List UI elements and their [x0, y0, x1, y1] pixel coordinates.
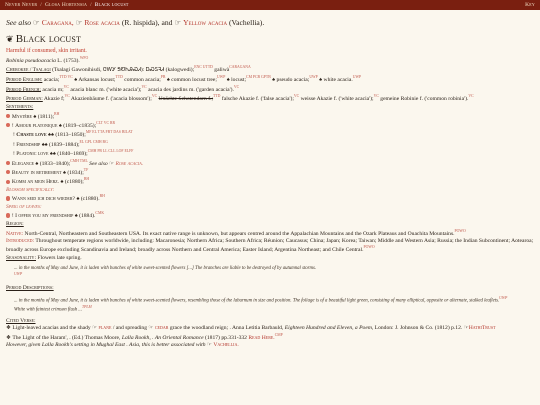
ref-sup[interactable]: CM PCB GPTB [246, 75, 271, 80]
english-line [6, 75, 534, 84]
english-term: pseudo acacia; [275, 76, 310, 83]
spade-icon: ♠ [272, 76, 276, 83]
binomial-authority: L. (1753). [55, 57, 80, 64]
read-here-link[interactable]: Read Here. [248, 335, 275, 342]
see-also-line [6, 18, 534, 28]
german-label: Period German: [6, 96, 43, 103]
ref-sup[interactable]: TTD VC [59, 75, 73, 80]
ref-sup[interactable]: CMH PB LL CLL LOF ELFF [87, 149, 134, 154]
ref-sup[interactable]: BH [54, 111, 60, 116]
sentiment-date: (c1880). [79, 196, 100, 203]
spade-icon: ♠♠ [41, 141, 48, 148]
verse-source: , London: J. Johnson & Co. (1812) p.12. [371, 325, 463, 332]
bullet-dot-icon [6, 123, 10, 127]
descriptions-label: Period Descriptions: [6, 285, 54, 292]
sentiment-date: (1834); [65, 169, 84, 176]
key-link[interactable]: Key [525, 1, 535, 8]
bullet-dot-icon [6, 114, 10, 118]
ref-sup[interactable]: VC [468, 94, 474, 99]
pointing-hand-icon: ☞ [75, 18, 83, 27]
cherokee-rest: ᎠᏍᏚᎸᏗ (kalogwedi); [144, 67, 195, 74]
sentiment-item [6, 121, 534, 130]
bullet-dot-icon [6, 170, 10, 174]
breadcrumb-home-link[interactable]: Never Never [5, 1, 38, 8]
sentiment-text: Mystère [11, 113, 32, 120]
verse-note: However, given Lalla Rookh's setting in Mughal East . Asia, this is better associated with [6, 342, 206, 349]
french-term: acacia des jardins m. ('garden acacia'). [148, 86, 234, 93]
spade-icon: ♠♠ [49, 151, 56, 158]
verse-source: (1817) pp.331-332 [203, 335, 249, 342]
sentiment-text: Platonic love [16, 151, 49, 158]
cited-verse-section [6, 318, 534, 325]
see-also-lead: See also [6, 18, 32, 27]
french-term: acacia m; [40, 86, 64, 93]
exclamation-icon: ! [11, 122, 14, 129]
sentiment-date: (1839–1884); [47, 141, 80, 148]
spade-icon: ♠ [74, 213, 78, 220]
bullet-dot-icon [6, 161, 10, 165]
sentiment-text: Beauty in retirement [11, 169, 62, 176]
cherokee-line [6, 65, 534, 74]
exclamation-icon: ! [13, 132, 15, 139]
ref-sup[interactable]: UWP [216, 75, 226, 80]
breadcrumb-separator: / [40, 1, 42, 8]
sentiment-date: (1813–1850); [53, 132, 86, 139]
hathitrust-link[interactable]: HathiTrust [468, 325, 496, 332]
ref-sup[interactable]: MF EL TTA FBT DAS BILAT [85, 130, 133, 135]
ref-sup[interactable]: POWO [363, 245, 375, 250]
verse-book-title: Eighteen Hundred and Eleven, a Poem [284, 325, 372, 332]
english-term: white acacia. [322, 76, 353, 83]
sentiment-subheading: Blossom specifically: [6, 186, 55, 193]
see-also-link-caragana[interactable]: Caragana, [41, 18, 74, 27]
exclamation-icon: ! [13, 151, 15, 158]
bullet-dot-icon [6, 180, 10, 184]
german-line [6, 94, 534, 103]
german-term: weisse Akazie f. ('white acacia'); [300, 96, 374, 103]
breadcrumb-current: Black locust [94, 1, 129, 8]
spade-icon: ♠ [76, 196, 80, 203]
cherokee-rest2: galiwà [212, 67, 230, 74]
pointing-hand-icon: ☞ [174, 18, 182, 27]
english-term: common locust tree; [169, 76, 217, 83]
sentiment-subheading: Sprig of leaves: [6, 203, 42, 210]
spade-icon: ♠ [33, 113, 37, 120]
diamond-icon: ❖ [6, 335, 12, 342]
ref-sup[interactable]: TF [83, 168, 89, 173]
english-term: acacia; [42, 76, 60, 83]
binomial-ref[interactable]: WFO [79, 55, 89, 60]
german-term: Akazie f; [42, 96, 65, 103]
ref-sup[interactable]: EL GPL CMH BG [79, 139, 108, 144]
spade-icon: ♠ [60, 179, 64, 186]
seasonality-line [6, 255, 534, 262]
ref-sup[interactable]: VC [373, 94, 379, 99]
region-section [6, 221, 534, 228]
main-content [0, 10, 540, 349]
ref-sup[interactable]: CMH TML [70, 158, 88, 163]
descriptions-section [6, 285, 534, 292]
pointing-hand-icon: ☞ [109, 160, 115, 167]
german-term: Akazienbäume f. ('acacia blossom'); [70, 96, 152, 103]
verse-text: / and spreading [112, 325, 148, 332]
ref-sup[interactable]: POWO [454, 228, 466, 233]
region-label: Region: [6, 220, 24, 227]
sentiment-item [6, 112, 534, 121]
sentiment-date: (1811); [36, 113, 55, 120]
sentiment-item [6, 168, 534, 177]
sentiment-date: (c1880); [63, 179, 84, 186]
see-also-link-rose-acacia[interactable]: Rose acacia [84, 18, 120, 27]
english-label: Period English: [6, 76, 43, 83]
sentiments-section [6, 104, 534, 111]
sentiment-item [6, 211, 534, 220]
pointing-hand-icon: ☞ [463, 325, 469, 332]
sentiments-label: Sentiments: [6, 103, 34, 110]
cedar-link[interactable]: cedar [154, 325, 169, 332]
see-also-link-yellow-acacia[interactable]: Yellow acacia [183, 18, 228, 27]
vachellia-link[interactable]: Vachellia. [213, 342, 239, 349]
french-label: Period French: [6, 86, 41, 93]
description-quote [6, 296, 534, 313]
see-also-text: (R. hispida), and [121, 18, 173, 27]
cherokee-text: (Tsalagi Gawonihisdi, ᏣᎳᎩ ᎦᏬᏂᎯᏍᏗ): [52, 67, 145, 74]
spade-icon: ♠ [74, 76, 78, 83]
ref-sup[interactable]: PB [160, 75, 166, 80]
ref-sup[interactable]: VC [293, 94, 300, 99]
verse-book-title: Lalla Rookh, . An Oriental Romance [121, 335, 204, 342]
diamond-icon: ❖ [6, 325, 12, 332]
sentiment-item [6, 159, 534, 168]
sentiment-item [6, 177, 534, 186]
sentiment-item [6, 130, 534, 139]
english-term: Arkansas locust; [77, 76, 116, 83]
ref-sup[interactable]: CMP [274, 333, 283, 338]
sentiment-date: (1819–c1835); [61, 122, 97, 129]
verse-source: grace the woodland reign; . Anna Letitia Barbauld, [169, 325, 285, 332]
ref-sup[interactable]: ENC UTTD [194, 65, 213, 70]
sentiment-text: Friendship [16, 141, 41, 148]
spade-icon: ♠ [58, 122, 62, 129]
spade-icon: ♠ [166, 76, 170, 83]
region-native [6, 229, 534, 238]
english-term: common acacia; [124, 76, 161, 83]
ref-sup[interactable]: BH [99, 194, 105, 199]
binomial-line [6, 56, 534, 65]
ref-sup[interactable]: UWP [499, 296, 508, 301]
cited-verse-item [6, 333, 534, 349]
cherokee-label: Cherokee / Tsalagi [6, 67, 51, 74]
ref-sup[interactable]: CMK [95, 211, 105, 216]
quote-text: ... in the months of May and June, it is laden with bunches of white sweet-scented flowers [...] The branches are liable to be destroyed of by autumnal storms. [14, 266, 317, 272]
breadcrumb [5, 2, 129, 9]
binomial-name: Robinia pseudoacacia [6, 57, 56, 64]
see-also-text: (Vachellia). [229, 18, 265, 27]
spade-icon: ♠ [35, 160, 39, 167]
exclamation-icon: ! [11, 213, 14, 220]
spade-icon: ♠ [62, 169, 66, 176]
fleuron-icon: ❦ [6, 33, 14, 44]
ref-sup[interactable]: VC [141, 84, 147, 89]
english-term: locust; [229, 76, 247, 83]
ref-sup[interactable]: UWP [352, 75, 362, 80]
ref-sup[interactable]: VC [64, 94, 70, 99]
german-term: Unächte Schotendorn f.; [158, 96, 214, 103]
spade-icon: ♠♠ [48, 132, 54, 139]
spade-icon: ♠ [319, 76, 323, 83]
quote-text: ... in the months of May and June, it is laden with bunches of white sweet-scented flowers, resembling those of the laburnum in size and position. The foliage is of a beautiful light green, consisting of many elliptical, opposite or alternate, stalked leaflets. [14, 298, 500, 304]
rose-acacia-link[interactable]: Rose acacia. [115, 160, 144, 167]
cited-verse-label: Cited Verse: [6, 317, 36, 324]
ref-sup[interactable]: TPLM [81, 304, 92, 309]
sentiment-text: Wann seid ich dich wieder? [11, 196, 76, 203]
introduced-label: Introduced: [6, 238, 35, 245]
sentiment-text: Elegance [11, 160, 34, 167]
pointing-hand-icon: ☞ [206, 342, 212, 349]
pointing-hand-icon: ☞ [92, 325, 98, 332]
pointing-hand-icon: ☞ [33, 18, 40, 27]
french-line [6, 85, 534, 94]
sentiment-date: (1884). [77, 213, 96, 220]
region-introduced [6, 238, 534, 254]
bullet-dot-icon [6, 196, 10, 200]
ref-sup[interactable]: TTD [213, 94, 221, 99]
ref-sup[interactable]: CARAGANA [229, 65, 251, 70]
ref-sup[interactable]: TTD [115, 75, 123, 80]
top-navigation-bar [0, 0, 540, 10]
ref-sup[interactable]: BH [83, 177, 90, 182]
sentiment-date: (1840–1869); [55, 151, 88, 158]
sentiment-item [6, 149, 534, 158]
pointing-hand-icon: ☞ [148, 325, 154, 332]
cited-verse-item [6, 325, 534, 332]
seasonality-label: Seasonality: [6, 255, 36, 262]
ref-sup[interactable]: VC [233, 84, 240, 89]
native-label: Native: [6, 230, 24, 237]
quote-block [6, 266, 534, 281]
native-text: North-Central, Northeastern and Southeastern USA. Its exact native range is unknown, but appears centred around the Appalachian Mountains and the Ozark Plateaus and Ouachita Mountains. [23, 230, 455, 237]
ref-sup[interactable]: CLT VC RR [96, 121, 116, 125]
bullet-dot-icon [6, 213, 10, 217]
quote-text: White with faintest crimson flush ... [14, 307, 82, 313]
french-term: acacia blanc m. ('white acacia'); [70, 86, 142, 93]
sentiment-text: I offer you my friendship [15, 213, 74, 220]
breadcrumb-separator: / [90, 1, 92, 8]
see-also-inline: See also [87, 160, 108, 167]
sentiment-date: (1833–1840); [38, 160, 71, 167]
sentiment-item [6, 194, 534, 203]
sentiment-text: Chaste love [16, 132, 47, 139]
german-term: gemeine Robinie f. ('common robinia'). [380, 96, 469, 103]
seasonality-text: Flowers late spring. [36, 255, 82, 262]
harm-warning: Harmful if consumed, skin irritant. [6, 47, 87, 54]
verse-text: The Light of the Haram', . (Ed.) Thomas Moore, [12, 335, 122, 342]
breadcrumb-section-link[interactable]: Glosa Hortensia [44, 1, 88, 8]
sentiment-text: Komm an mein Herz. [11, 179, 60, 186]
introduced-text: Throughout temperate regions worldwide, including: Macaronesia; Northern Africa; Southern Africa; Réunion; Caucasus; China; Japan; Korea; Taiwan; Middle and Western Asia; Russia; the Indian Subcontinent; Aotearoa; broadly across Europe excluding Scandinavia and Ireland; broadly across Northern and Central America; Easter Island; Argentina Northeast; and Chile Central. [6, 238, 534, 254]
ref-sup[interactable]: VC [151, 94, 158, 99]
ref-sup[interactable]: UWP [309, 75, 318, 80]
sentiment-text: Amour platonique [15, 122, 58, 129]
german-term: falsche Akazie f. ('false acacia'); [221, 96, 294, 103]
spade-icon: ♠ [226, 76, 230, 83]
ref-sup[interactable]: UWP [14, 272, 23, 277]
sentiment-item [6, 140, 534, 149]
plane-link[interactable]: plane [98, 325, 112, 332]
page-title: ❦ Black locust [6, 32, 82, 45]
verse-text: Light-leaved acacias and the shady [12, 325, 91, 332]
ref-sup[interactable]: VC [63, 84, 69, 89]
exclamation-icon: ! [13, 141, 15, 148]
